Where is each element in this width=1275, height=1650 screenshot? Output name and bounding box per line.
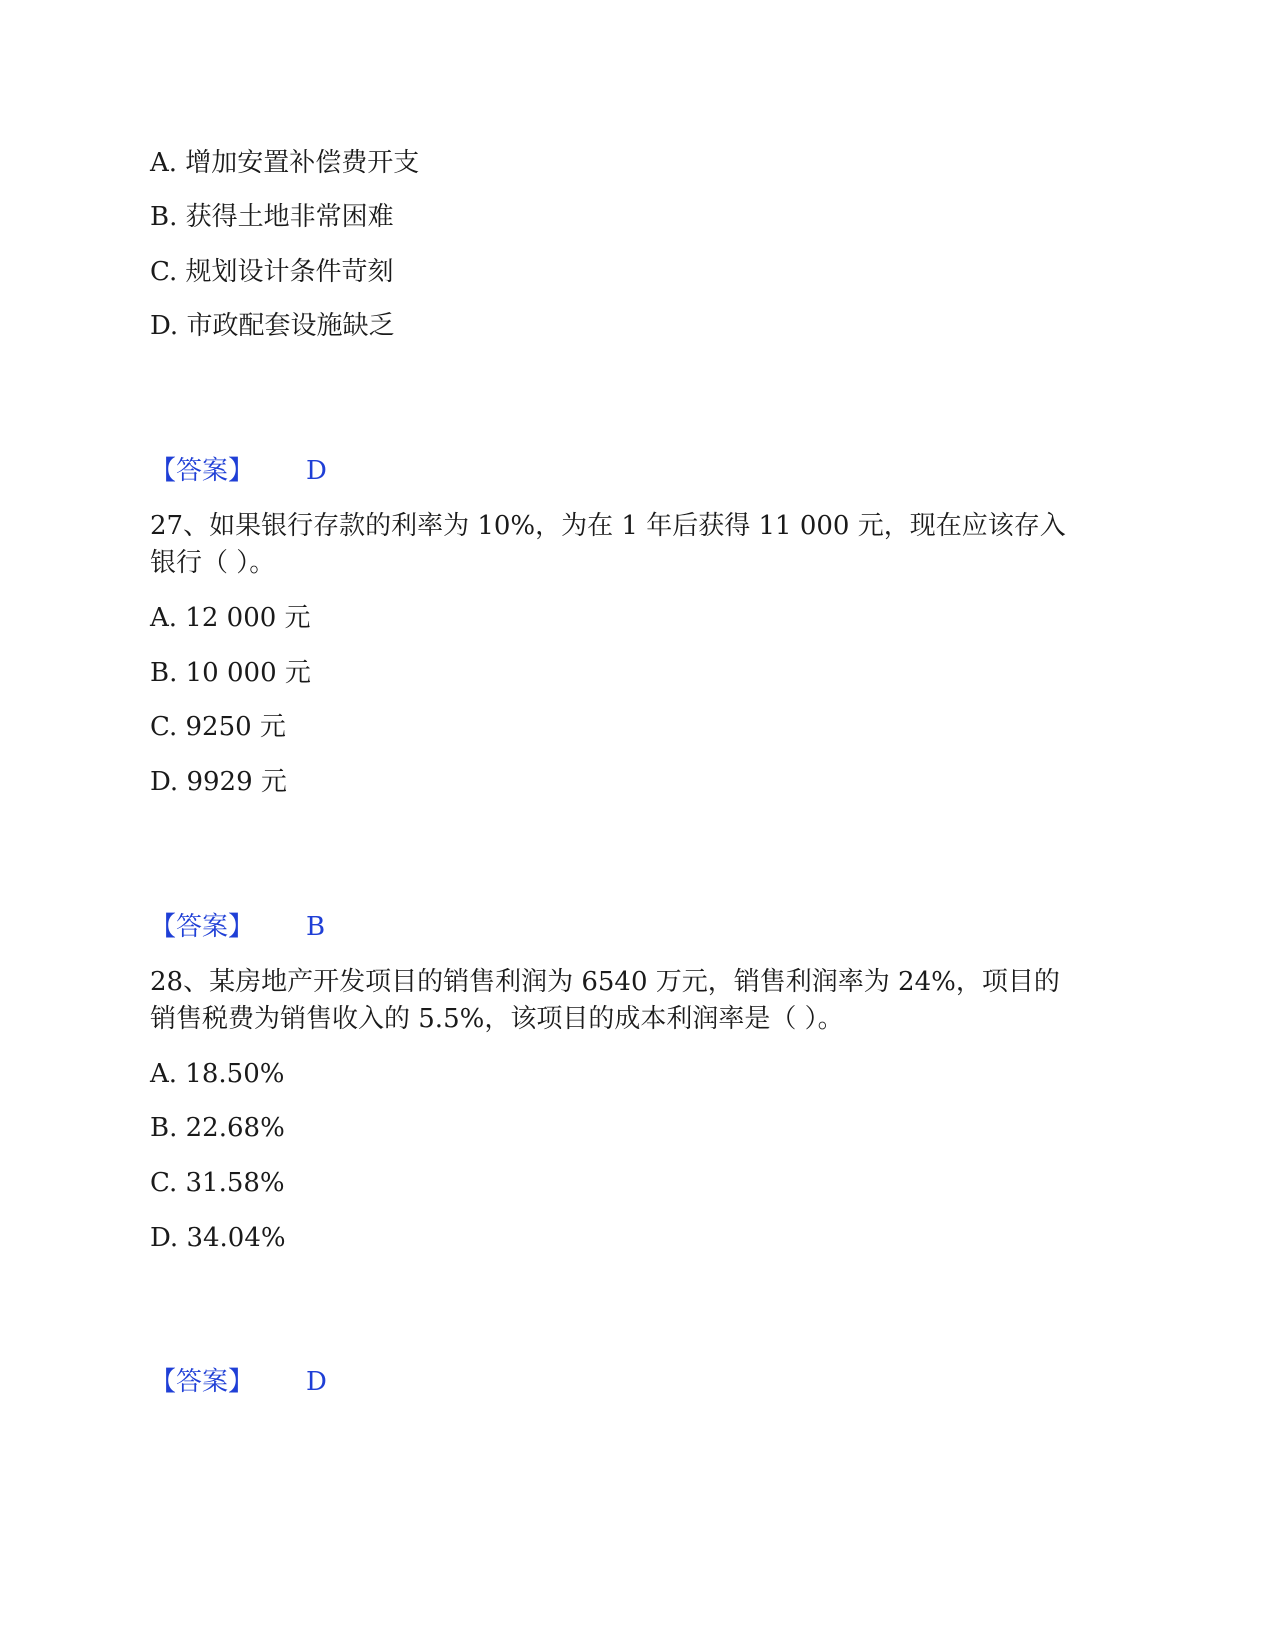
answer-label: 【答案】	[150, 912, 255, 942]
q28-option-b: B. 22.68%	[150, 1113, 285, 1143]
answer-label: 【答案】	[150, 456, 255, 486]
q26-option-c: C. 规划设计条件苛刻	[150, 257, 394, 287]
q27-option-a: A. 12 000 元	[150, 603, 311, 633]
q28-question-line1: 28、某房地产开发项目的销售利润为 6540 万元，销售利润率为 24%，项目的	[150, 967, 1060, 997]
q26-answer	[150, 454, 327, 488]
q27-answer	[150, 910, 325, 944]
q27-option-b: B. 10 000 元	[150, 658, 311, 688]
q28-option-c: C. 31.58%	[150, 1168, 285, 1198]
answer-value: D	[306, 1367, 327, 1397]
q27-question-line2: 银行（ ）。	[150, 548, 276, 578]
q28-question-line2: 销售税费为销售收入的 5.5%，该项目的成本利润率是（ ）。	[150, 1004, 844, 1034]
q28-option-d: D. 34.04%	[150, 1223, 286, 1253]
q27-option-d: D. 9929 元	[150, 767, 287, 797]
q27-question-line1: 27、如果银行存款的利率为 10%，为在 1 年后获得 11 000 元，现在应该存入	[150, 511, 1066, 541]
answer-value: B	[306, 912, 326, 942]
q26-option-a: A. 增加安置补偿费开支	[150, 148, 420, 178]
q27-option-c: C. 9250 元	[150, 712, 286, 742]
q28-option-a: A. 18.50%	[150, 1059, 285, 1089]
answer-label: 【答案】	[150, 1367, 255, 1397]
q26-option-b: B. 获得土地非常困难	[150, 202, 394, 232]
q26-option-d: D. 市政配套设施缺乏	[150, 311, 395, 341]
answer-value: D	[306, 456, 327, 486]
q28-answer	[150, 1365, 327, 1399]
